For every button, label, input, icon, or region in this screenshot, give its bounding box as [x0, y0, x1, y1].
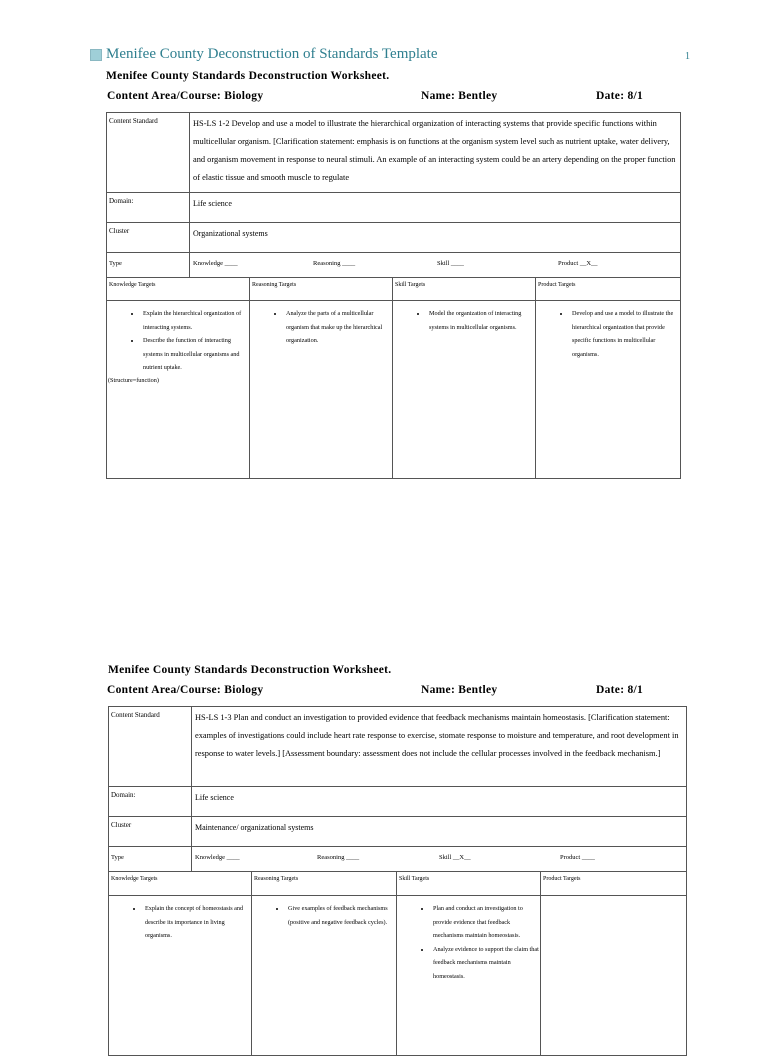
- knowledge-targets-cell: [107, 301, 250, 479]
- reasoning-targets-header: Reasoning Targets: [250, 278, 393, 301]
- domain-label: Domain:: [107, 193, 190, 223]
- list-item: • Model the organization of interacting systems in multicellular organisms.: [427, 307, 535, 334]
- list-item: • Plan and conduct an investigation to provide evidence that feedback mechanisms maintain homeostasis.: [431, 902, 540, 943]
- knowledge-targets-header: Knowledge Targets: [107, 278, 250, 301]
- product-targets-cell: [536, 301, 681, 479]
- cluster-label: Cluster: [107, 223, 190, 253]
- standards-table: [106, 112, 681, 479]
- domain-value: Life science: [192, 787, 687, 817]
- standards-table: [108, 706, 687, 1056]
- product-targets-cell: [541, 896, 687, 1056]
- skill-targets-header: Skill Targets: [397, 872, 541, 896]
- header-title: Menifee County Deconstruction of Standards Template: [106, 46, 438, 62]
- list-item: • Give examples of feedback mechanisms (positive and negative feedback cycles).: [286, 902, 396, 929]
- domain-value: Life science: [190, 193, 681, 223]
- list-item: • Explain the concept of homeostasis and describe its importance in living organisms.: [143, 902, 251, 943]
- type-options: [192, 847, 687, 872]
- product-targets-header: Product Targets: [536, 278, 681, 301]
- knowledge-targets-header: Knowledge Targets: [109, 872, 252, 896]
- skill-targets-cell: [397, 896, 541, 1056]
- product-targets-header: Product Targets: [541, 872, 687, 896]
- worksheet-info-line: [108, 682, 686, 706]
- type-knowledge: Knowledge ____: [193, 260, 238, 267]
- page-number: 1: [685, 51, 690, 62]
- type-product: Product ____: [560, 854, 595, 861]
- content-standard-text: HS-LS 1-2 Develop and use a model to illustrate the hierarchical organization of interacting systems that provide specific functions within multicellular organism. [Clarification statement: emphasis is on functions at the organism system level such as nutrient uptake, water delivery, and organism movement in response to neural stimuli. An example of an interacting system could be an artery depending on the proper function of elastic tissue and smooth muscle to regulate: [190, 113, 681, 193]
- cluster-label: Cluster: [109, 817, 192, 847]
- content-area: Content Area/Course: Biology: [107, 684, 264, 696]
- list-item: • Develop and use a model to illustrate the hierarchical organization that provide specific functions in multicellular organisms.: [570, 307, 680, 361]
- list-item: • Explain the hierarchical organization of interacting systems.: [141, 307, 249, 334]
- worksheet-2: [108, 664, 686, 1056]
- list-item: • Analyze the parts of a multicellular organism that make up the hierarchical organization.: [284, 307, 392, 348]
- type-options: [190, 253, 681, 278]
- worksheet-1: [106, 70, 680, 479]
- reasoning-targets-header: Reasoning Targets: [252, 872, 397, 896]
- type-label: Type: [107, 253, 190, 278]
- worksheet-info-line: [106, 88, 680, 112]
- type-label: Type: [109, 847, 192, 872]
- content-standard-label: Content Standard: [109, 707, 192, 787]
- content-standard-label: Content Standard: [107, 113, 190, 193]
- reasoning-targets-cell: [250, 301, 393, 479]
- worksheet-date: Date: 8/1: [596, 90, 644, 102]
- worksheet-title: Menifee County Standards Deconstruction Worksheet.: [106, 70, 390, 82]
- page-header: [90, 47, 710, 69]
- student-name: Name: Bentley: [421, 684, 498, 696]
- content-area: Content Area/Course: Biology: [107, 90, 264, 102]
- skill-targets-cell: [393, 301, 536, 479]
- header-square-icon: [90, 49, 102, 61]
- student-name: Name: Bentley: [421, 90, 498, 102]
- cluster-value: Maintenance/ organizational systems: [192, 817, 687, 847]
- type-skill: Skill __X__: [439, 854, 471, 861]
- type-knowledge: Knowledge ____: [195, 854, 240, 861]
- list-item: • Analyze evidence to support the claim that feedback mechanisms maintain homeostasis.: [431, 943, 540, 984]
- cluster-value: Organizational systems: [190, 223, 681, 253]
- knowledge-targets-cell: [109, 896, 252, 1056]
- type-reasoning: Reasoning ____: [313, 260, 356, 267]
- reasoning-targets-cell: [252, 896, 397, 1056]
- domain-label: Domain:: [109, 787, 192, 817]
- knowledge-note: (Structure=function): [108, 376, 159, 384]
- type-reasoning: Reasoning ____: [317, 854, 360, 861]
- skill-targets-header: Skill Targets: [393, 278, 536, 301]
- type-product: Product __X__: [558, 260, 598, 267]
- worksheet-title: Menifee County Standards Deconstruction Worksheet.: [108, 664, 392, 676]
- worksheet-date: Date: 8/1: [596, 684, 644, 696]
- list-item: • Describe the function of interacting systems in multicellular organisms and nutrient uptake.: [141, 334, 249, 375]
- type-skill: Skill ____: [437, 260, 464, 267]
- content-standard-text: HS-LS 1-3 Plan and conduct an investigation to provided evidence that feedback mechanisms maintain homeostasis. [Clarification statement: examples of investigations could include heart rate response to exercise, stomate response to moisture and temperature, and root development in response to water levels.] [Assessment boundary: assessment does not include the cellular processes involved in the feedback mechanism.]: [192, 707, 687, 787]
